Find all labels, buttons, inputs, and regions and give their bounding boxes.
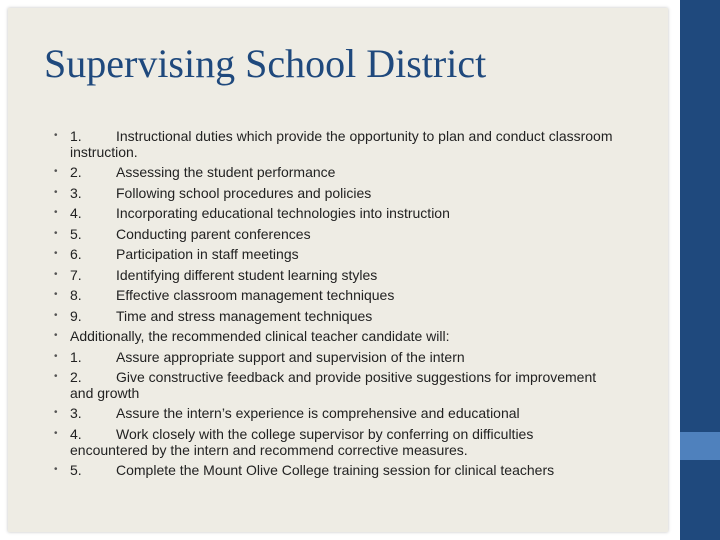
bullet-number: 8. [70,287,82,303]
bullet-dot-icon: • [54,268,58,280]
bullet-number: 5. [70,461,82,478]
bullet-dot-icon: • [54,289,58,300]
bullet-item [54,183,614,204]
bullet-text: Assure the intern’s experience is comprehensive and educational [116,405,520,421]
bullet-number: 6. [70,246,82,262]
bullet-item [54,224,614,245]
bullet-item [54,126,614,162]
bullet-dot-icon: • [54,186,58,198]
bullet-number: 4. [70,425,82,442]
bullet-item [54,203,614,224]
bullet-number: 1. [70,128,82,144]
bullet-text: Identifying different student learning styles [116,266,378,283]
bullet-item [54,244,614,265]
bullet-item [54,424,614,460]
bullet-item [54,367,614,403]
bullet-number: 2. [70,164,82,180]
bullet-dot-icon: • [54,309,58,321]
bullet-item [54,460,614,481]
bullet-dot-icon: • [54,330,58,341]
bullet-text: Additionally, the recommended clinical teacher candidate will: [70,328,450,344]
bullet-dot-icon: • [54,130,58,141]
bullet-dot-icon: • [54,248,58,259]
bullet-item [54,306,614,327]
bullet-text: Instructional duties which provide the opportunity to plan and conduct classroom instruction. [70,128,613,160]
bullet-dot-icon: • [54,407,58,418]
bullet-item [54,347,614,368]
bullet-number: 3. [70,405,82,421]
bullet-dot-icon: • [54,207,58,218]
bullet-item [54,285,614,306]
bullet-text: Assessing the student performance [116,164,336,180]
bullet-text: Assure appropriate support and supervision of the intern [116,348,465,365]
bullet-item [54,162,614,183]
bullet-item [54,403,614,424]
bullet-text: Effective classroom management techniques [116,287,395,303]
bullet-dot-icon: • [54,166,58,177]
bullet-text: Complete the Mount Olive College training session for clinical teachers [116,461,555,478]
bullet-item [54,265,614,286]
bullet-number: 4. [70,205,82,221]
sidebar-accent-block [680,432,720,460]
bullet-text: Work closely with the college supervisor by conferring on difficulties encountered by the intern and recommend corrective measures. [70,425,534,458]
bullet-number: 3. [70,184,82,201]
bullet-text: Incorporating educational technologies into instruction [116,205,450,221]
bullet-text: Participation in staff meetings [116,246,299,262]
bullet-number: 9. [70,307,82,324]
slide-title: Supervising School District [44,41,487,86]
bullet-dot-icon: • [54,371,58,382]
bullet-item [54,326,614,347]
bullet-dot-icon: • [54,227,58,239]
bullet-number: 2. [70,369,82,385]
bullet-text: Time and stress management techniques [116,307,373,324]
bullet-number: 5. [70,225,82,242]
bullet-text: Give constructive feedback and provide positive suggestions for improvement and growth [70,369,597,401]
bullet-number: 7. [70,266,82,283]
bullet-dot-icon: • [54,427,58,439]
bullet-dot-icon: • [54,350,58,362]
bullet-text: Following school procedures and policies [116,184,372,201]
bullet-number: 1. [70,348,82,365]
bullet-text: Conducting parent conferences [116,225,311,242]
bullet-dot-icon: • [54,463,58,475]
bullet-list [54,126,614,480]
